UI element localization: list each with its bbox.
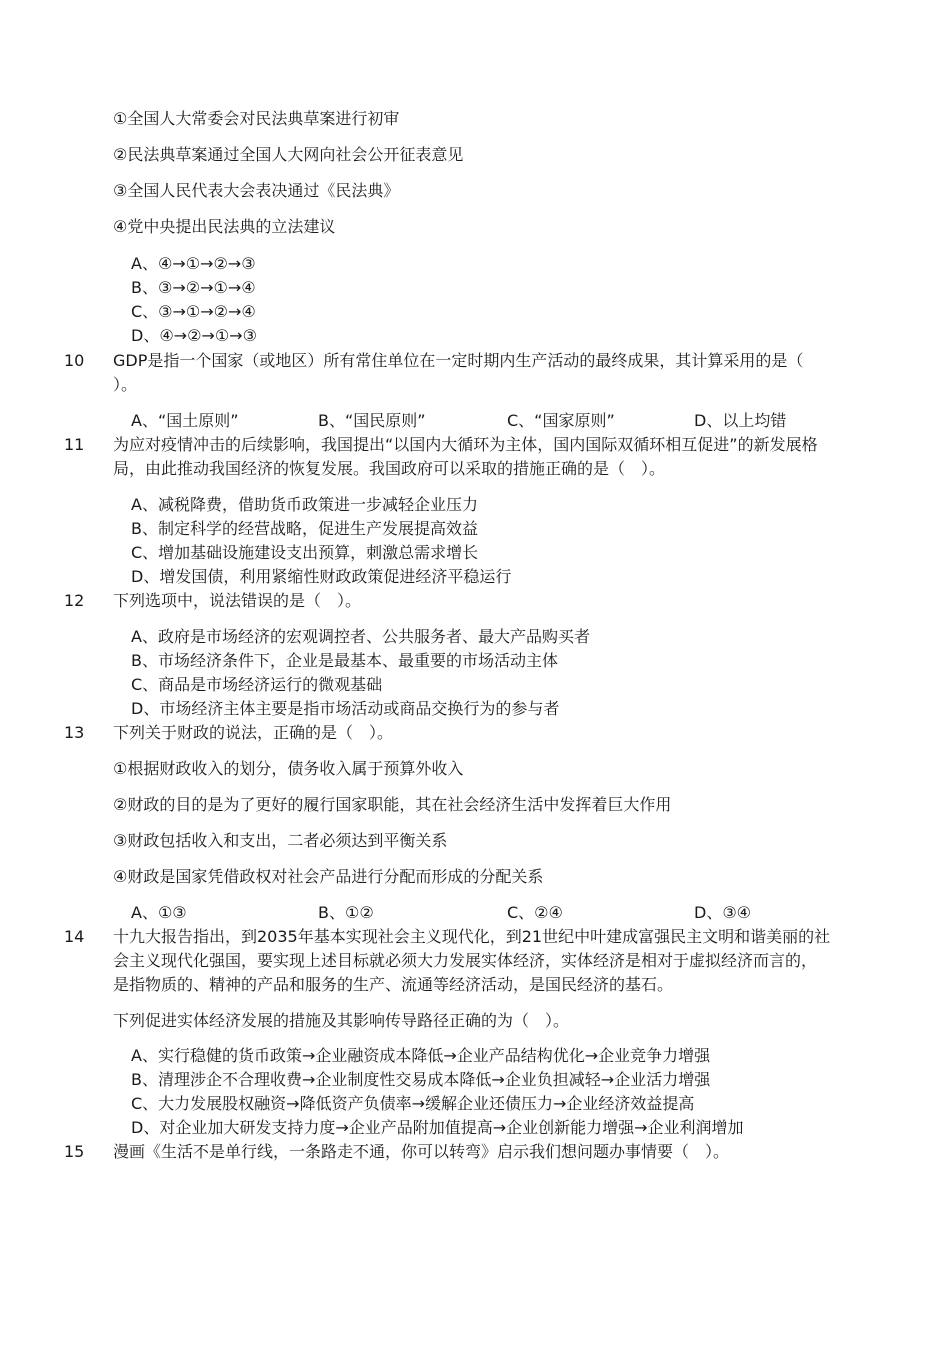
q13-option-b: B、①② bbox=[318, 903, 374, 922]
q14-option-c: C、大力发展股权融资→降低资产负债率→缓解企业还债压力→企业经济效益提高 bbox=[131, 1094, 695, 1113]
q14-question: 下列促进实体经济发展的措施及其影响传导路径正确的为（ ）。 bbox=[113, 1011, 570, 1030]
q13-statement-2: ②财政的目的是为了更好的履行国家职能，其在社会经济生活中发挥着巨大作用 bbox=[113, 795, 672, 814]
q11-option-c: C、增加基础设施建设支出预算，刺激总需求增长 bbox=[131, 543, 479, 562]
q12-stem: 下列选项中，说法错误的是（ ）。 bbox=[113, 591, 362, 610]
q9-option-a: A、④→①→②→③ bbox=[131, 254, 256, 273]
q9-option-c: C、③→①→②→④ bbox=[131, 302, 256, 321]
q10-option-c: C、“国家原则” bbox=[507, 411, 615, 430]
q14-option-d: D、对企业加大研发支持力度→企业产品附加值提高→企业创新能力增强→企业利润增加 bbox=[131, 1118, 744, 1137]
q9-statement-4: ④党中央提出民法典的立法建议 bbox=[113, 217, 336, 236]
q13-statement-3: ③财政包括收入和支出，二者必须达到平衡关系 bbox=[113, 831, 448, 850]
q9-option-d: D、④→②→①→③ bbox=[131, 326, 257, 345]
q13-statement-1: ①根据财政收入的划分，债务收入属于预算外收入 bbox=[113, 759, 464, 778]
q14-stem-line-1: 十九大报告指出，到2035年基本实现社会主义现代化，到21世纪中叶建成富强民主文明和谐美丽的社 bbox=[113, 927, 831, 946]
q11-number: 11 bbox=[64, 435, 85, 454]
q10-option-b: B、“国民原则” bbox=[318, 411, 426, 430]
q10-option-a: A、“国土原则” bbox=[131, 411, 239, 430]
q13-statement-4: ④财政是国家凭借政权对社会产品进行分配而形成的分配关系 bbox=[113, 867, 544, 886]
q14-option-a: A、实行稳健的货币政策→企业融资成本降低→企业产品结构优化→企业竞争力增强 bbox=[131, 1046, 711, 1065]
q12-option-c: C、商品是市场经济运行的微观基础 bbox=[131, 675, 383, 694]
q11-stem-line-1: 为应对疫情冲击的后续影响，我国提出“以国内大循环为主体，国内国际双循环相互促进”的新发展格 bbox=[113, 435, 818, 454]
q9-option-b: B、③→②→①→④ bbox=[131, 278, 256, 297]
q14-stem-line-3: 是指物质的、精神的产品和服务的生产、流通等经济活动，是国民经济的基石。 bbox=[113, 975, 674, 994]
q13-stem: 下列关于财政的说法，正确的是（ ）。 bbox=[113, 723, 394, 742]
q12-option-d: D、市场经济主体主要是指市场活动或商品交换行为的参与者 bbox=[131, 699, 560, 718]
q10-number: 10 bbox=[64, 351, 85, 370]
q9-statement-3: ③全国人民代表大会表决通过《民法典》 bbox=[113, 181, 400, 200]
q13-option-c: C、②④ bbox=[507, 903, 563, 922]
q15-number: 15 bbox=[64, 1142, 85, 1161]
q10-option-d: D、以上均错 bbox=[694, 411, 787, 430]
q12-option-b: B、市场经济条件下，企业是最基本、最重要的市场活动主体 bbox=[131, 651, 558, 670]
q14-option-b: B、清理涉企不合理收费→企业制度性交易成本降低→企业负担减轻→企业活力增强 bbox=[131, 1070, 711, 1089]
q10-stem-line-1: GDP是指一个国家（或地区）所有常住单位在一定时期内生产活动的最终成果，其计算采用的是（ bbox=[113, 351, 804, 370]
q13-number: 13 bbox=[64, 723, 85, 742]
q13-option-d: D、③④ bbox=[694, 903, 752, 922]
q11-option-d: D、增发国债，利用紧缩性财政政策促进经济平稳运行 bbox=[131, 567, 512, 586]
q11-option-b: B、制定科学的经营战略，促进生产发展提高效益 bbox=[131, 519, 478, 538]
q11-stem-line-2: 局，由此推动我国经济的恢复发展。我国政府可以采取的措施正确的是（ ）。 bbox=[113, 459, 666, 478]
q13-option-a: A、①③ bbox=[131, 903, 187, 922]
q10-stem-line-2: ）。 bbox=[113, 375, 138, 394]
q9-statement-1: ①全国人大常委会对民法典草案进行初审 bbox=[113, 109, 400, 128]
q14-stem-line-2: 会主义现代化强国，要实现上述目标就必须大力发展实体经济，实体经济是相对于虚拟经济而言的， bbox=[113, 951, 818, 970]
q15-stem: 漫画《生活不是单行线，一条路走不通，你可以转弯》启示我们想问题办事情要（ ）。 bbox=[113, 1142, 730, 1161]
q12-number: 12 bbox=[64, 591, 85, 610]
q14-number: 14 bbox=[64, 927, 85, 946]
q12-option-a: A、政府是市场经济的宏观调控者、公共服务者、最大产品购买者 bbox=[131, 627, 590, 646]
q11-option-a: A、减税降费，借助货币政策进一步减轻企业压力 bbox=[131, 495, 478, 514]
q9-statement-2: ②民法典草案通过全国人大网向社会公开征表意见 bbox=[113, 145, 464, 164]
